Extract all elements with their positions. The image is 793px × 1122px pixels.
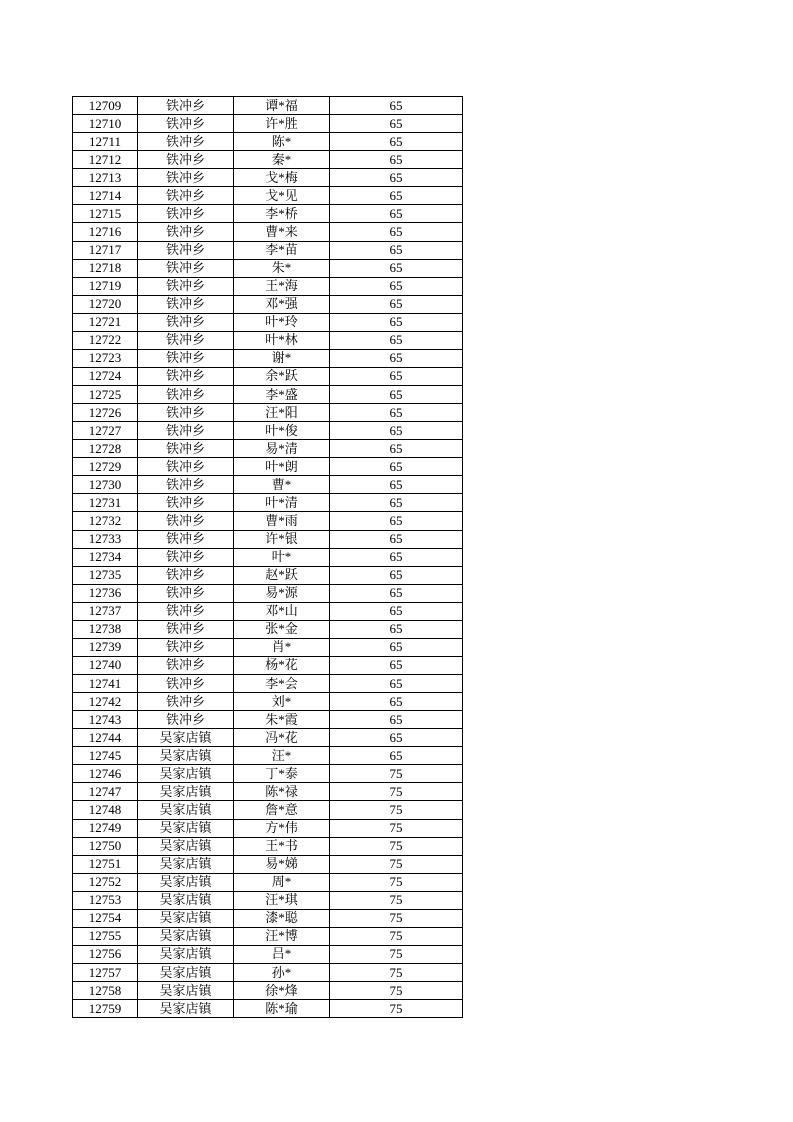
row-id-cell: 12750 bbox=[73, 837, 138, 855]
amount-cell: 65 bbox=[330, 422, 463, 440]
table-row bbox=[73, 675, 463, 693]
town-cell: 铁冲乡 bbox=[138, 151, 234, 169]
row-id-cell: 12712 bbox=[73, 151, 138, 169]
row-id-cell: 12754 bbox=[73, 909, 138, 927]
town-cell: 铁冲乡 bbox=[138, 97, 234, 115]
town-cell: 铁冲乡 bbox=[138, 656, 234, 674]
name-cell: 谢* bbox=[234, 349, 330, 367]
town-cell: 铁冲乡 bbox=[138, 241, 234, 259]
name-cell: 杨*花 bbox=[234, 656, 330, 674]
row-id-cell: 12743 bbox=[73, 711, 138, 729]
row-id-cell: 12724 bbox=[73, 367, 138, 385]
name-cell: 张*金 bbox=[234, 620, 330, 638]
name-cell: 冯*花 bbox=[234, 729, 330, 747]
town-cell: 铁冲乡 bbox=[138, 602, 234, 620]
row-id-cell: 12732 bbox=[73, 512, 138, 530]
table-row bbox=[73, 386, 463, 404]
amount-cell: 65 bbox=[330, 440, 463, 458]
name-cell: 李*桥 bbox=[234, 205, 330, 223]
table-row bbox=[73, 982, 463, 1000]
name-cell: 汪*博 bbox=[234, 927, 330, 945]
town-cell: 吴家店镇 bbox=[138, 801, 234, 819]
amount-cell: 65 bbox=[330, 675, 463, 693]
row-id-cell: 12709 bbox=[73, 97, 138, 115]
town-cell: 铁冲乡 bbox=[138, 422, 234, 440]
town-cell: 吴家店镇 bbox=[138, 819, 234, 837]
amount-cell: 75 bbox=[330, 891, 463, 909]
table-row bbox=[73, 566, 463, 584]
town-cell: 铁冲乡 bbox=[138, 259, 234, 277]
row-id-cell: 12738 bbox=[73, 620, 138, 638]
amount-cell: 65 bbox=[330, 187, 463, 205]
table-row bbox=[73, 440, 463, 458]
town-cell: 吴家店镇 bbox=[138, 873, 234, 891]
town-cell: 吴家店镇 bbox=[138, 945, 234, 963]
row-id-cell: 12722 bbox=[73, 331, 138, 349]
town-cell: 铁冲乡 bbox=[138, 169, 234, 187]
row-id-cell: 12748 bbox=[73, 801, 138, 819]
name-cell: 陈* bbox=[234, 133, 330, 151]
table-row bbox=[73, 476, 463, 494]
town-cell: 铁冲乡 bbox=[138, 313, 234, 331]
amount-cell: 75 bbox=[330, 1000, 463, 1018]
table-row bbox=[73, 765, 463, 783]
amount-cell: 65 bbox=[330, 295, 463, 313]
row-id-cell: 12736 bbox=[73, 584, 138, 602]
table-row bbox=[73, 151, 463, 169]
name-cell: 戈*梅 bbox=[234, 169, 330, 187]
row-id-cell: 12747 bbox=[73, 783, 138, 801]
amount-cell: 65 bbox=[330, 494, 463, 512]
name-cell: 陈*禄 bbox=[234, 783, 330, 801]
name-cell: 汪*阳 bbox=[234, 404, 330, 422]
row-id-cell: 12721 bbox=[73, 313, 138, 331]
name-cell: 肖* bbox=[234, 638, 330, 656]
amount-cell: 65 bbox=[330, 97, 463, 115]
row-id-cell: 12735 bbox=[73, 566, 138, 584]
town-cell: 铁冲乡 bbox=[138, 295, 234, 313]
row-id-cell: 12711 bbox=[73, 133, 138, 151]
amount-cell: 65 bbox=[330, 241, 463, 259]
amount-cell: 75 bbox=[330, 945, 463, 963]
name-cell: 易*清 bbox=[234, 440, 330, 458]
town-cell: 吴家店镇 bbox=[138, 837, 234, 855]
town-cell: 铁冲乡 bbox=[138, 223, 234, 241]
name-cell: 许*胜 bbox=[234, 115, 330, 133]
table-row bbox=[73, 602, 463, 620]
town-cell: 铁冲乡 bbox=[138, 584, 234, 602]
row-id-cell: 12725 bbox=[73, 386, 138, 404]
table-row bbox=[73, 747, 463, 765]
town-cell: 吴家店镇 bbox=[138, 747, 234, 765]
row-id-cell: 12714 bbox=[73, 187, 138, 205]
table-row bbox=[73, 494, 463, 512]
name-cell: 叶* bbox=[234, 548, 330, 566]
amount-cell: 65 bbox=[330, 656, 463, 674]
town-cell: 铁冲乡 bbox=[138, 548, 234, 566]
amount-cell: 65 bbox=[330, 729, 463, 747]
amount-cell: 75 bbox=[330, 982, 463, 1000]
amount-cell: 65 bbox=[330, 259, 463, 277]
row-id-cell: 12723 bbox=[73, 349, 138, 367]
table-row bbox=[73, 783, 463, 801]
name-cell: 余*跃 bbox=[234, 367, 330, 385]
amount-cell: 65 bbox=[330, 602, 463, 620]
table-row bbox=[73, 909, 463, 927]
row-id-cell: 12755 bbox=[73, 927, 138, 945]
row-id-cell: 12728 bbox=[73, 440, 138, 458]
name-cell: 汪*琪 bbox=[234, 891, 330, 909]
name-cell: 叶*清 bbox=[234, 494, 330, 512]
name-cell: 朱*霞 bbox=[234, 711, 330, 729]
name-cell: 王*海 bbox=[234, 277, 330, 295]
row-id-cell: 12744 bbox=[73, 729, 138, 747]
town-cell: 铁冲乡 bbox=[138, 386, 234, 404]
town-cell: 吴家店镇 bbox=[138, 964, 234, 982]
town-cell: 铁冲乡 bbox=[138, 440, 234, 458]
town-cell: 吴家店镇 bbox=[138, 891, 234, 909]
row-id-cell: 12753 bbox=[73, 891, 138, 909]
table-row bbox=[73, 313, 463, 331]
name-cell: 易*娣 bbox=[234, 855, 330, 873]
table-row bbox=[73, 873, 463, 891]
amount-cell: 75 bbox=[330, 964, 463, 982]
table-row bbox=[73, 693, 463, 711]
amount-cell: 65 bbox=[330, 620, 463, 638]
name-cell: 孙* bbox=[234, 964, 330, 982]
table-row bbox=[73, 530, 463, 548]
town-cell: 铁冲乡 bbox=[138, 133, 234, 151]
row-id-cell: 12719 bbox=[73, 277, 138, 295]
table-row bbox=[73, 1000, 463, 1018]
amount-cell: 65 bbox=[330, 367, 463, 385]
table-body bbox=[73, 97, 463, 1018]
row-id-cell: 12717 bbox=[73, 241, 138, 259]
amount-cell: 75 bbox=[330, 855, 463, 873]
row-id-cell: 12742 bbox=[73, 693, 138, 711]
town-cell: 吴家店镇 bbox=[138, 783, 234, 801]
town-cell: 吴家店镇 bbox=[138, 855, 234, 873]
amount-cell: 65 bbox=[330, 404, 463, 422]
row-id-cell: 12713 bbox=[73, 169, 138, 187]
name-cell: 王*书 bbox=[234, 837, 330, 855]
name-cell: 赵*跃 bbox=[234, 566, 330, 584]
row-id-cell: 12720 bbox=[73, 295, 138, 313]
row-id-cell: 12737 bbox=[73, 602, 138, 620]
amount-cell: 75 bbox=[330, 873, 463, 891]
table-row bbox=[73, 331, 463, 349]
amount-cell: 65 bbox=[330, 548, 463, 566]
town-cell: 吴家店镇 bbox=[138, 729, 234, 747]
town-cell: 铁冲乡 bbox=[138, 494, 234, 512]
row-id-cell: 12752 bbox=[73, 873, 138, 891]
amount-cell: 65 bbox=[330, 747, 463, 765]
town-cell: 铁冲乡 bbox=[138, 277, 234, 295]
amount-cell: 75 bbox=[330, 927, 463, 945]
table-row bbox=[73, 404, 463, 422]
amount-cell: 75 bbox=[330, 837, 463, 855]
name-cell: 汪* bbox=[234, 747, 330, 765]
table-row bbox=[73, 223, 463, 241]
row-id-cell: 12759 bbox=[73, 1000, 138, 1018]
row-id-cell: 12726 bbox=[73, 404, 138, 422]
table-row bbox=[73, 169, 463, 187]
town-cell: 铁冲乡 bbox=[138, 205, 234, 223]
amount-cell: 75 bbox=[330, 819, 463, 837]
table-row bbox=[73, 891, 463, 909]
amount-cell: 65 bbox=[330, 530, 463, 548]
name-cell: 朱* bbox=[234, 259, 330, 277]
amount-cell: 65 bbox=[330, 458, 463, 476]
table-row bbox=[73, 711, 463, 729]
amount-cell: 65 bbox=[330, 386, 463, 404]
name-cell: 漆*聪 bbox=[234, 909, 330, 927]
amount-cell: 65 bbox=[330, 223, 463, 241]
name-cell: 许*银 bbox=[234, 530, 330, 548]
table-row bbox=[73, 133, 463, 151]
name-cell: 戈*见 bbox=[234, 187, 330, 205]
row-id-cell: 12758 bbox=[73, 982, 138, 1000]
table-row bbox=[73, 945, 463, 963]
town-cell: 铁冲乡 bbox=[138, 675, 234, 693]
table-row bbox=[73, 97, 463, 115]
amount-cell: 75 bbox=[330, 765, 463, 783]
name-cell: 易*源 bbox=[234, 584, 330, 602]
row-id-cell: 12716 bbox=[73, 223, 138, 241]
table-row bbox=[73, 620, 463, 638]
town-cell: 铁冲乡 bbox=[138, 349, 234, 367]
amount-cell: 75 bbox=[330, 783, 463, 801]
name-cell: 丁*泰 bbox=[234, 765, 330, 783]
table-row bbox=[73, 295, 463, 313]
table-row bbox=[73, 241, 463, 259]
row-id-cell: 12731 bbox=[73, 494, 138, 512]
table-row bbox=[73, 277, 463, 295]
town-cell: 铁冲乡 bbox=[138, 693, 234, 711]
row-id-cell: 12756 bbox=[73, 945, 138, 963]
town-cell: 铁冲乡 bbox=[138, 638, 234, 656]
row-id-cell: 12734 bbox=[73, 548, 138, 566]
amount-cell: 65 bbox=[330, 169, 463, 187]
town-cell: 吴家店镇 bbox=[138, 1000, 234, 1018]
town-cell: 吴家店镇 bbox=[138, 982, 234, 1000]
row-id-cell: 12710 bbox=[73, 115, 138, 133]
amount-cell: 65 bbox=[330, 638, 463, 656]
amount-cell: 75 bbox=[330, 801, 463, 819]
row-id-cell: 12715 bbox=[73, 205, 138, 223]
name-cell: 刘* bbox=[234, 693, 330, 711]
town-cell: 铁冲乡 bbox=[138, 476, 234, 494]
table-row bbox=[73, 259, 463, 277]
table-row bbox=[73, 115, 463, 133]
table-row bbox=[73, 964, 463, 982]
name-cell: 邓*山 bbox=[234, 602, 330, 620]
name-cell: 陈*瑜 bbox=[234, 1000, 330, 1018]
row-id-cell: 12730 bbox=[73, 476, 138, 494]
row-id-cell: 12727 bbox=[73, 422, 138, 440]
table-row bbox=[73, 367, 463, 385]
table-row bbox=[73, 584, 463, 602]
row-id-cell: 12749 bbox=[73, 819, 138, 837]
table-row bbox=[73, 656, 463, 674]
table-row bbox=[73, 512, 463, 530]
table-row bbox=[73, 422, 463, 440]
town-cell: 铁冲乡 bbox=[138, 566, 234, 584]
name-cell: 詹*意 bbox=[234, 801, 330, 819]
name-cell: 叶*朗 bbox=[234, 458, 330, 476]
table-row bbox=[73, 548, 463, 566]
row-id-cell: 12740 bbox=[73, 656, 138, 674]
town-cell: 铁冲乡 bbox=[138, 331, 234, 349]
name-cell: 叶*俊 bbox=[234, 422, 330, 440]
amount-cell: 65 bbox=[330, 133, 463, 151]
amount-cell: 65 bbox=[330, 277, 463, 295]
table-row bbox=[73, 205, 463, 223]
amount-cell: 65 bbox=[330, 349, 463, 367]
table-row bbox=[73, 801, 463, 819]
town-cell: 吴家店镇 bbox=[138, 927, 234, 945]
row-id-cell: 12757 bbox=[73, 964, 138, 982]
table-row bbox=[73, 837, 463, 855]
amount-cell: 75 bbox=[330, 909, 463, 927]
name-cell: 曹*来 bbox=[234, 223, 330, 241]
table-row bbox=[73, 349, 463, 367]
data-table bbox=[72, 96, 463, 1018]
row-id-cell: 12745 bbox=[73, 747, 138, 765]
table-row bbox=[73, 638, 463, 656]
amount-cell: 65 bbox=[330, 693, 463, 711]
amount-cell: 65 bbox=[330, 115, 463, 133]
table-row bbox=[73, 187, 463, 205]
town-cell: 吴家店镇 bbox=[138, 909, 234, 927]
row-id-cell: 12739 bbox=[73, 638, 138, 656]
town-cell: 铁冲乡 bbox=[138, 187, 234, 205]
amount-cell: 65 bbox=[330, 476, 463, 494]
table-row bbox=[73, 729, 463, 747]
row-id-cell: 12751 bbox=[73, 855, 138, 873]
name-cell: 周* bbox=[234, 873, 330, 891]
name-cell: 曹*雨 bbox=[234, 512, 330, 530]
row-id-cell: 12729 bbox=[73, 458, 138, 476]
town-cell: 铁冲乡 bbox=[138, 620, 234, 638]
table-row bbox=[73, 819, 463, 837]
name-cell: 李*会 bbox=[234, 675, 330, 693]
town-cell: 铁冲乡 bbox=[138, 367, 234, 385]
amount-cell: 65 bbox=[330, 313, 463, 331]
town-cell: 铁冲乡 bbox=[138, 512, 234, 530]
name-cell: 曹* bbox=[234, 476, 330, 494]
row-id-cell: 12741 bbox=[73, 675, 138, 693]
name-cell: 徐*烽 bbox=[234, 982, 330, 1000]
town-cell: 铁冲乡 bbox=[138, 404, 234, 422]
name-cell: 李*苗 bbox=[234, 241, 330, 259]
table-row bbox=[73, 855, 463, 873]
name-cell: 叶*玲 bbox=[234, 313, 330, 331]
name-cell: 吕* bbox=[234, 945, 330, 963]
row-id-cell: 12746 bbox=[73, 765, 138, 783]
name-cell: 方*伟 bbox=[234, 819, 330, 837]
town-cell: 吴家店镇 bbox=[138, 765, 234, 783]
row-id-cell: 12733 bbox=[73, 530, 138, 548]
name-cell: 李*盛 bbox=[234, 386, 330, 404]
amount-cell: 65 bbox=[330, 584, 463, 602]
table-row bbox=[73, 458, 463, 476]
name-cell: 秦* bbox=[234, 151, 330, 169]
town-cell: 铁冲乡 bbox=[138, 711, 234, 729]
amount-cell: 65 bbox=[330, 205, 463, 223]
town-cell: 铁冲乡 bbox=[138, 458, 234, 476]
name-cell: 叶*林 bbox=[234, 331, 330, 349]
name-cell: 谭*福 bbox=[234, 97, 330, 115]
name-cell: 邓*强 bbox=[234, 295, 330, 313]
amount-cell: 65 bbox=[330, 331, 463, 349]
row-id-cell: 12718 bbox=[73, 259, 138, 277]
amount-cell: 65 bbox=[330, 151, 463, 169]
amount-cell: 65 bbox=[330, 566, 463, 584]
town-cell: 铁冲乡 bbox=[138, 530, 234, 548]
amount-cell: 65 bbox=[330, 711, 463, 729]
town-cell: 铁冲乡 bbox=[138, 115, 234, 133]
table-row bbox=[73, 927, 463, 945]
amount-cell: 65 bbox=[330, 512, 463, 530]
